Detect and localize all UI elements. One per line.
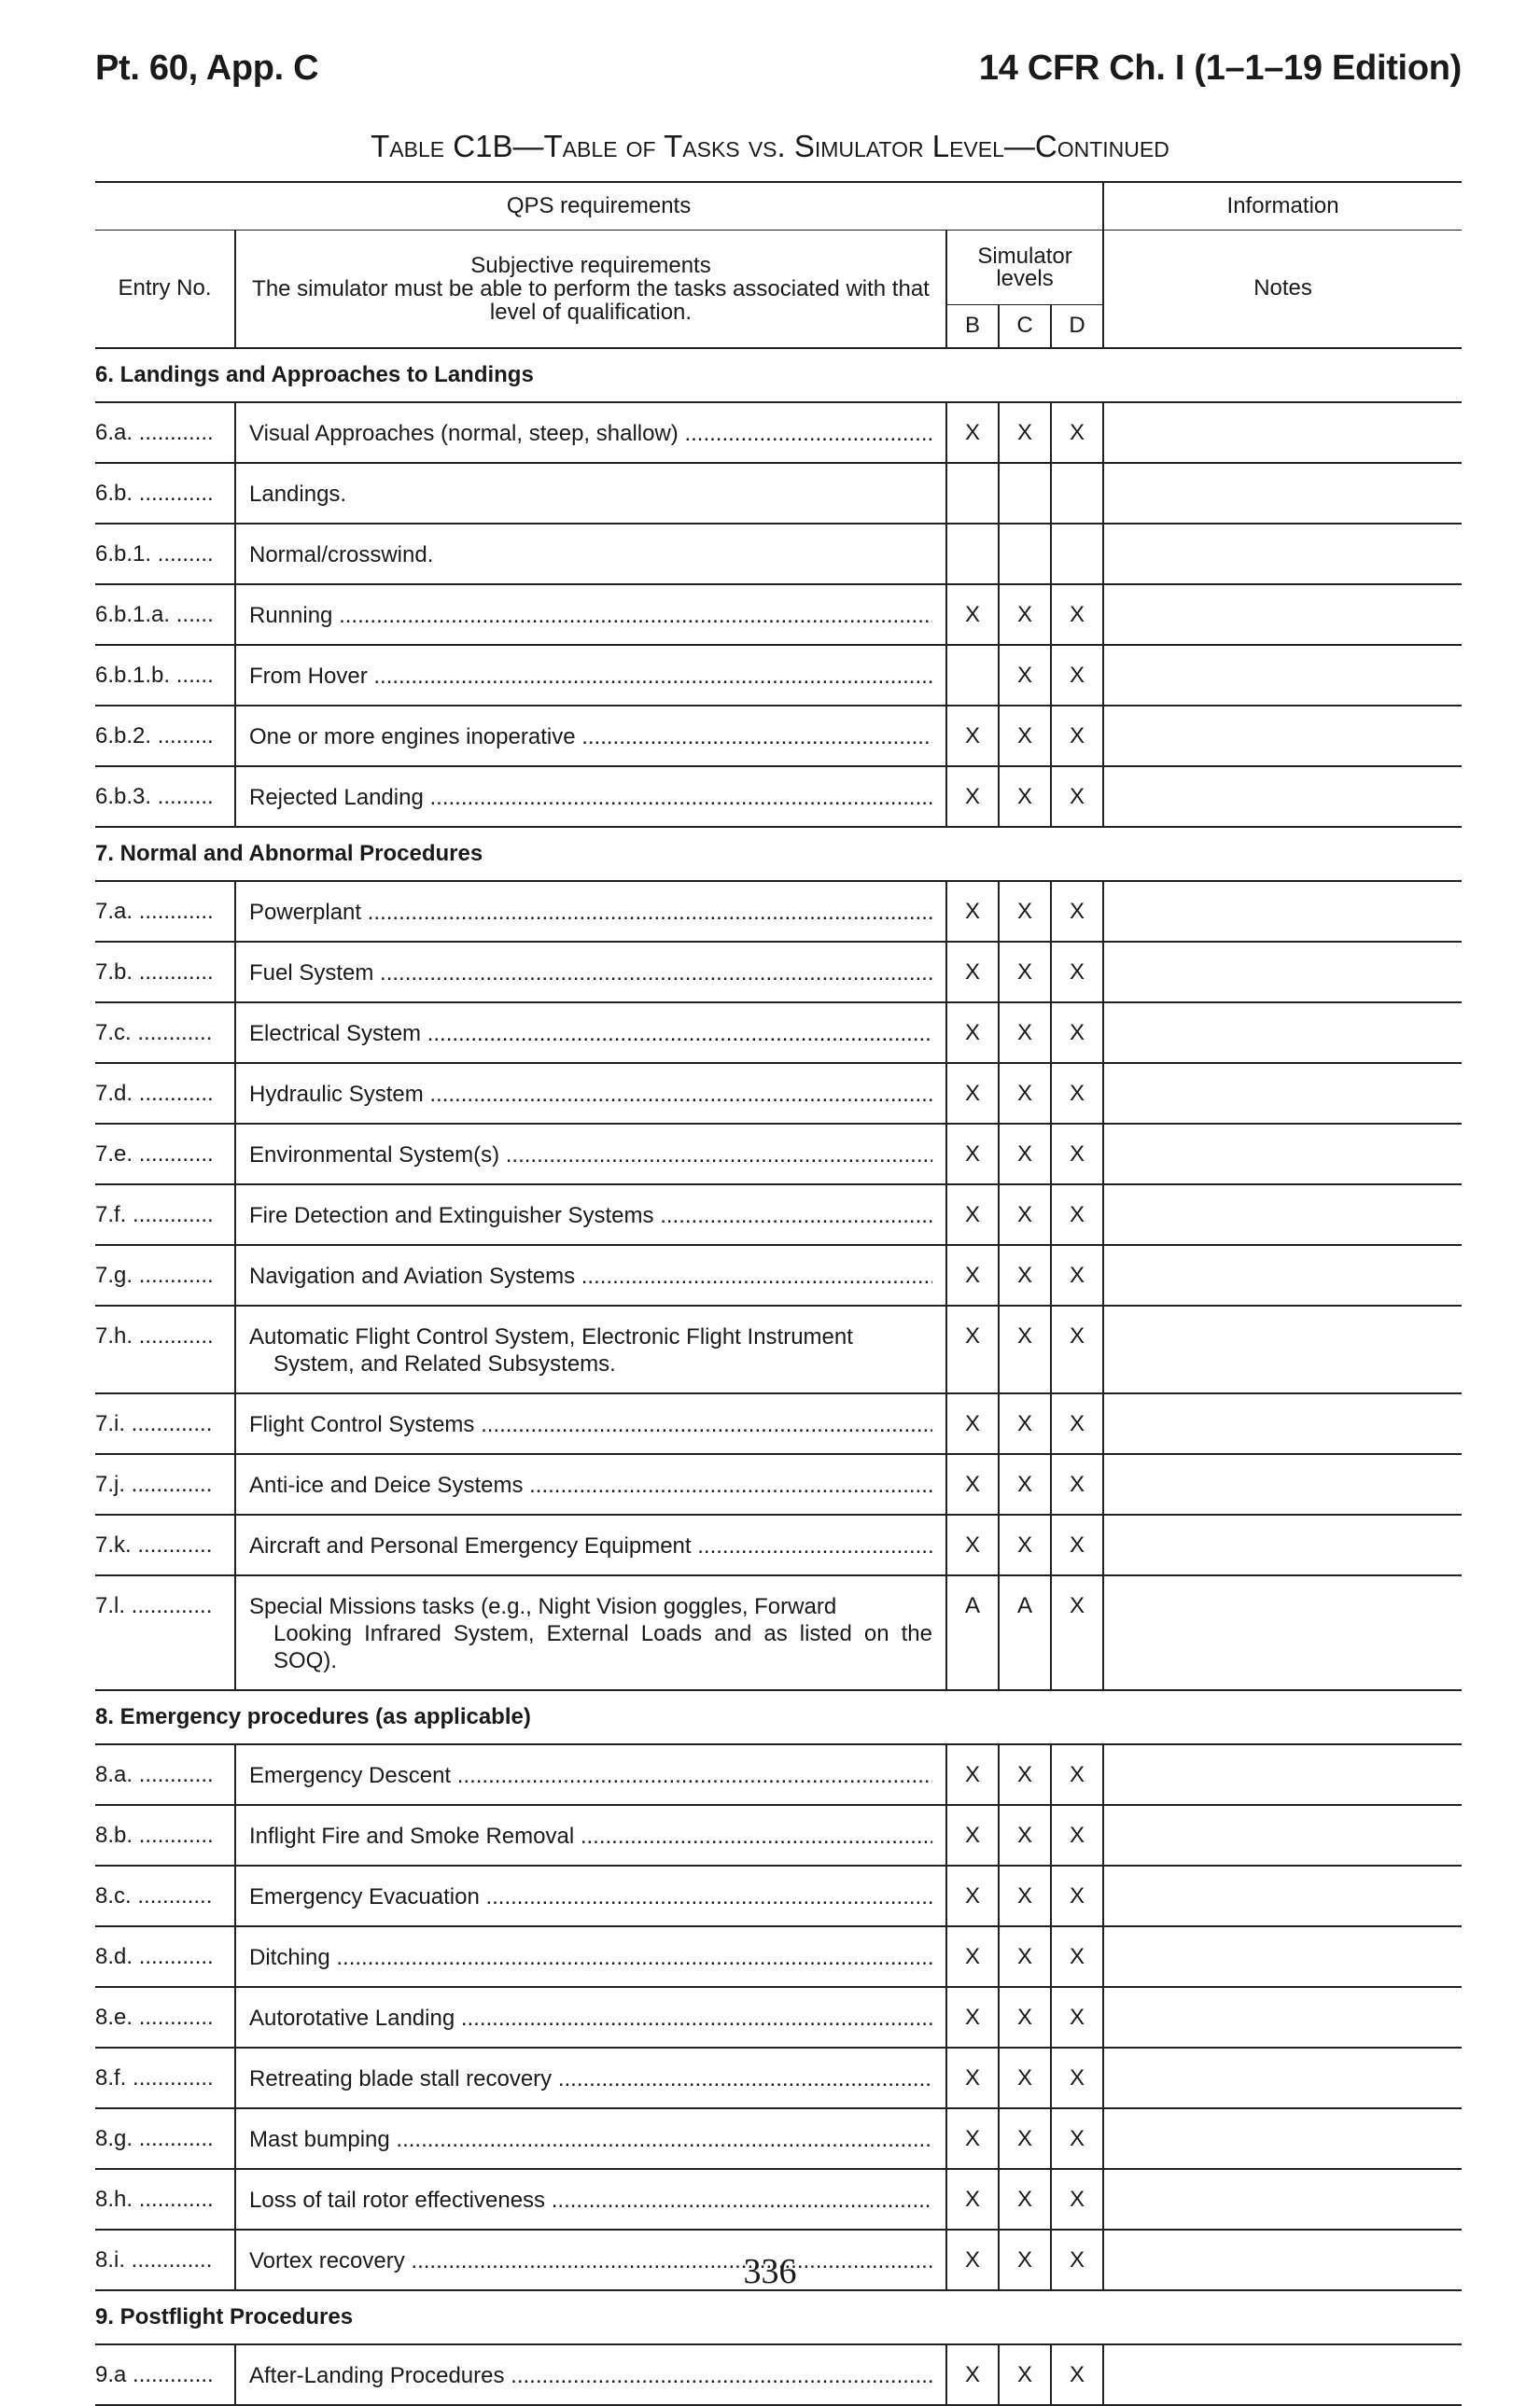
level-c-mark: X <box>999 1987 1051 2048</box>
table-body <box>95 348 1462 2405</box>
task-description <box>235 1744 946 1805</box>
task-description-text: Ditching ..... <box>249 1944 932 1971</box>
notes-cell <box>1103 1987 1462 2048</box>
level-c-mark <box>999 463 1051 524</box>
level-d-mark: X <box>1051 1306 1103 1393</box>
notes-cell <box>1103 1063 1462 1124</box>
subjective-requirements-title: Subjective requirements <box>470 252 711 278</box>
level-d-mark: X <box>1051 2230 1103 2290</box>
task-description-text: Navigation and Aviation Systems ..... <box>249 1263 932 1290</box>
entry-number: 7.g. ............ <box>95 1245 235 1306</box>
section-row <box>95 1690 1462 1744</box>
entry-number: 6.b.1. ......... <box>95 524 235 584</box>
level-c-header: C <box>999 305 1051 348</box>
task-description-text: Fire Detection and Extinguisher Systems ..... <box>249 1202 932 1229</box>
level-d-mark: X <box>1051 1515 1103 1575</box>
level-b-mark: X <box>946 2169 999 2230</box>
level-c-mark: X <box>999 645 1051 706</box>
entry-number: 6.b.1.b. ...... <box>95 645 235 706</box>
entry-number: 8.d. ............ <box>95 1926 235 1987</box>
level-b-mark: X <box>946 1245 999 1306</box>
entry-no-header: Entry No. <box>95 231 235 348</box>
task-description-text: Inflight Fire and Smoke Removal ..... <box>249 1823 932 1850</box>
entry-number: 7.i. ............. <box>95 1393 235 1454</box>
task-description-text: Emergency Descent ..... <box>249 1762 932 1789</box>
section-row <box>95 2290 1462 2344</box>
entry-number: 7.j. ............. <box>95 1454 235 1515</box>
task-description-line: Special Missions tasks (e.g., Night Vision goggles, Forward <box>249 1593 837 1619</box>
task-description <box>235 766 946 827</box>
task-description <box>235 1245 946 1306</box>
task-description-text: Mast bumping ..... <box>249 2126 932 2153</box>
notes-cell <box>1103 766 1462 827</box>
task-description <box>235 1575 946 1690</box>
task-description <box>235 1124 946 1184</box>
level-d-mark: X <box>1051 1866 1103 1926</box>
task-description-text: Running ..... <box>249 602 932 629</box>
level-b-mark: X <box>946 1515 999 1575</box>
table-row <box>95 1987 1462 2048</box>
level-b-mark: X <box>946 1454 999 1515</box>
table-row <box>95 1002 1462 1063</box>
level-d-mark: X <box>1051 1454 1103 1515</box>
level-c-mark: X <box>999 1744 1051 1805</box>
level-d-mark: X <box>1051 1805 1103 1866</box>
table-row <box>95 524 1462 584</box>
task-description <box>235 881 946 942</box>
level-c-mark: X <box>999 766 1051 827</box>
level-b-mark: X <box>946 1306 999 1393</box>
level-c-mark: X <box>999 1184 1051 1245</box>
level-d-mark: X <box>1051 942 1103 1002</box>
entry-number: 8.h. ............ <box>95 2169 235 2230</box>
level-c-mark: X <box>999 2169 1051 2230</box>
task-description <box>235 1454 946 1515</box>
level-d-mark: X <box>1051 766 1103 827</box>
level-b-header: B <box>946 305 999 348</box>
level-d-mark: X <box>1051 1184 1103 1245</box>
level-d-mark: X <box>1051 584 1103 645</box>
table-row <box>95 881 1462 942</box>
table-row <box>95 402 1462 463</box>
section-title: 9. Postflight Procedures <box>95 2290 1462 2344</box>
level-b-mark: X <box>946 766 999 827</box>
task-description <box>235 2169 946 2230</box>
level-b-mark: X <box>946 2048 999 2108</box>
table-row <box>95 1926 1462 1987</box>
notes-cell <box>1103 2169 1462 2230</box>
table-title: Table C1B—Table of Tasks vs. Simulator Level—Continued <box>371 129 1169 163</box>
level-b-mark: X <box>946 1002 999 1063</box>
level-d-mark: X <box>1051 1124 1103 1184</box>
entry-number: 7.c. ............ <box>95 1002 235 1063</box>
task-description-text: From Hover ..... <box>249 663 932 690</box>
task-description <box>235 942 946 1002</box>
level-c-mark: X <box>999 942 1051 1002</box>
task-description-line: Automatic Flight Control System, Electronic Flight Instrument <box>249 1323 853 1350</box>
task-description-text: Hydraulic System ..... <box>249 1081 932 1108</box>
task-description-text: Aircraft and Personal Emergency Equipment ..... <box>249 1532 932 1560</box>
tasks-table <box>95 181 1462 2406</box>
entry-number: 7.b. ............ <box>95 942 235 1002</box>
task-description <box>235 584 946 645</box>
level-b-mark: X <box>946 942 999 1002</box>
notes-header: Notes <box>1103 231 1462 348</box>
subjective-requirements-note: The simulator must be able to perform the tasks associated with that level of qualification. <box>252 275 930 325</box>
subjective-requirements-header <box>235 231 946 348</box>
task-description-text: Electrical System ..... <box>249 1020 932 1047</box>
entry-number: 7.h. ............ <box>95 1306 235 1393</box>
task-description-text: Anti-ice and Deice Systems ..... <box>249 1472 932 1499</box>
task-description <box>235 524 946 584</box>
level-b-mark: X <box>946 584 999 645</box>
level-b-mark: A <box>946 1575 999 1690</box>
section-row <box>95 348 1462 402</box>
task-description-text: Normal/crosswind. <box>249 541 434 567</box>
level-d-mark: X <box>1051 1744 1103 1805</box>
task-description <box>235 1926 946 1987</box>
level-d-mark: X <box>1051 2169 1103 2230</box>
task-description-text: Powerplant ..... <box>249 899 932 926</box>
section-title: 6. Landings and Approaches to Landings <box>95 348 1462 402</box>
entry-number: 8.b. ............ <box>95 1805 235 1866</box>
notes-cell <box>1103 1184 1462 1245</box>
level-b-mark: X <box>946 1744 999 1805</box>
entry-number: 6.b. ............ <box>95 463 235 524</box>
task-description-text: Autorotative Landing ..... <box>249 2005 932 2032</box>
task-description <box>235 402 946 463</box>
entry-number: 7.f. ............. <box>95 1184 235 1245</box>
level-c-mark: X <box>999 1306 1051 1393</box>
task-description-text: Emergency Evacuation ..... <box>249 1883 932 1910</box>
task-description <box>235 1805 946 1866</box>
notes-cell <box>1103 1744 1462 1805</box>
level-d-mark: X <box>1051 1575 1103 1690</box>
notes-cell <box>1103 1245 1462 1306</box>
entry-number: 6.b.3. ......... <box>95 766 235 827</box>
task-description-text: Visual Approaches (normal, steep, shallow) ..... <box>249 420 932 447</box>
level-d-mark: X <box>1051 1002 1103 1063</box>
task-description-text: Landings. <box>249 481 347 507</box>
notes-cell <box>1103 645 1462 706</box>
level-c-mark: X <box>999 1002 1051 1063</box>
entry-number: 7.a. ............ <box>95 881 235 942</box>
notes-cell <box>1103 463 1462 524</box>
table-row <box>95 766 1462 827</box>
level-d-mark <box>1051 463 1103 524</box>
notes-cell <box>1103 1306 1462 1393</box>
task-description <box>235 1866 946 1926</box>
simulator-levels-header: Simulator levels <box>946 231 1103 305</box>
table-row <box>95 1063 1462 1124</box>
level-b-mark <box>946 645 999 706</box>
task-description-text: Loss of tail rotor effectiveness ..... <box>249 2187 932 2214</box>
level-d-mark: X <box>1051 402 1103 463</box>
notes-cell <box>1103 584 1462 645</box>
table-row <box>95 1805 1462 1866</box>
entry-number: 7.l. ............. <box>95 1575 235 1690</box>
entry-number: 8.e. ............ <box>95 1987 235 2048</box>
table-header <box>95 182 1462 348</box>
level-c-mark: X <box>999 1393 1051 1454</box>
entry-number: 6.a. ............ <box>95 402 235 463</box>
level-c-mark: X <box>999 1866 1051 1926</box>
level-c-mark: X <box>999 2230 1051 2290</box>
notes-cell <box>1103 1002 1462 1063</box>
level-d-mark: X <box>1051 881 1103 942</box>
task-description-text: One or more engines inoperative ..... <box>249 723 932 750</box>
level-b-mark: X <box>946 1866 999 1926</box>
section-row <box>95 827 1462 881</box>
table-row <box>95 1744 1462 1805</box>
task-description <box>235 645 946 706</box>
level-b-mark <box>946 463 999 524</box>
level-c-mark: X <box>999 1124 1051 1184</box>
level-c-mark <box>999 524 1051 584</box>
page-number: 336 <box>743 2252 797 2291</box>
level-b-mark: X <box>946 706 999 766</box>
task-description <box>235 706 946 766</box>
task-description <box>235 2108 946 2169</box>
entry-number: 7.k. ............ <box>95 1515 235 1575</box>
level-d-mark: X <box>1051 2108 1103 2169</box>
level-c-mark: X <box>999 584 1051 645</box>
entry-number: 6.b.1.a. ...... <box>95 584 235 645</box>
task-description-text: Retreating blade stall recovery ..... <box>249 2065 932 2092</box>
task-description <box>235 1306 946 1393</box>
entry-number: 6.b.2. ......... <box>95 706 235 766</box>
entry-number: 8.g. ............ <box>95 2108 235 2169</box>
level-d-mark: X <box>1051 645 1103 706</box>
level-c-mark: X <box>999 881 1051 942</box>
table-row <box>95 1575 1462 1690</box>
level-c-mark: X <box>999 1515 1051 1575</box>
table-row <box>95 463 1462 524</box>
table-row <box>95 584 1462 645</box>
level-b-mark: X <box>946 1987 999 2048</box>
level-b-mark: X <box>946 1063 999 1124</box>
notes-cell <box>1103 1866 1462 1926</box>
section-title: 8. Emergency procedures (as applicable) <box>95 1690 1462 1744</box>
level-b-mark: X <box>946 2344 999 2405</box>
task-description <box>235 2048 946 2108</box>
level-d-mark: X <box>1051 706 1103 766</box>
level-d-mark: X <box>1051 1245 1103 1306</box>
task-description <box>235 1515 946 1575</box>
entry-number: 8.a. ............ <box>95 1744 235 1805</box>
table-row <box>95 2344 1462 2405</box>
task-description-text: After-Landing Procedures ..... <box>249 2362 932 2389</box>
notes-cell <box>1103 942 1462 1002</box>
level-b-mark: X <box>946 1805 999 1866</box>
level-b-mark: X <box>946 402 999 463</box>
level-d-header: D <box>1051 305 1103 348</box>
task-description <box>235 1002 946 1063</box>
entry-number: 7.e. ............ <box>95 1124 235 1184</box>
notes-cell <box>1103 402 1462 463</box>
table-row <box>95 1866 1462 1926</box>
level-c-mark: X <box>999 1926 1051 1987</box>
information-header: Information <box>1103 182 1462 231</box>
notes-cell <box>1103 706 1462 766</box>
level-c-mark: X <box>999 706 1051 766</box>
level-b-mark: X <box>946 1926 999 1987</box>
table-row <box>95 1306 1462 1393</box>
entry-number: 8.i. ............. <box>95 2230 235 2290</box>
level-c-mark: X <box>999 402 1051 463</box>
notes-cell <box>1103 1124 1462 1184</box>
task-description-text: Fuel System ..... <box>249 959 932 986</box>
level-d-mark: X <box>1051 1063 1103 1124</box>
level-b-mark <box>946 524 999 584</box>
task-description-text: Vortex recovery ..... <box>249 2247 932 2274</box>
notes-cell <box>1103 2344 1462 2405</box>
level-b-mark: X <box>946 881 999 942</box>
notes-cell <box>1103 1454 1462 1515</box>
level-c-mark: X <box>999 1805 1051 1866</box>
table-row <box>95 645 1462 706</box>
level-c-mark: X <box>999 1454 1051 1515</box>
table-row <box>95 2048 1462 2108</box>
level-d-mark <box>1051 524 1103 584</box>
level-d-mark: X <box>1051 1987 1103 2048</box>
task-description-text: Rejected Landing ..... <box>249 784 932 811</box>
level-b-mark: X <box>946 2230 999 2290</box>
table-row <box>95 2108 1462 2169</box>
notes-cell <box>1103 2108 1462 2169</box>
notes-cell <box>1103 1926 1462 1987</box>
entry-number: 7.d. ............ <box>95 1063 235 1124</box>
level-b-mark: X <box>946 2108 999 2169</box>
qps-requirements-header: QPS requirements <box>95 182 1103 231</box>
level-c-mark: A <box>999 1575 1051 1690</box>
task-description-continuation: Looking Infrared System, External Loads and as listed on the SOQ). <box>273 1620 932 1673</box>
level-b-mark: X <box>946 1124 999 1184</box>
table-row <box>95 1454 1462 1515</box>
entry-number: 8.c. ............ <box>95 1866 235 1926</box>
running-header-left: Pt. 60, App. C <box>95 49 319 88</box>
notes-cell <box>1103 1575 1462 1690</box>
task-description <box>235 1987 946 2048</box>
level-c-mark: X <box>999 1245 1051 1306</box>
notes-cell <box>1103 2048 1462 2108</box>
table-row <box>95 1393 1462 1454</box>
task-description-continuation: System, and Related Subsystems. <box>273 1350 616 1377</box>
entry-number: 8.f. ............. <box>95 2048 235 2108</box>
level-c-mark: X <box>999 2108 1051 2169</box>
notes-cell <box>1103 1805 1462 1866</box>
level-d-mark: X <box>1051 1926 1103 1987</box>
level-b-mark: X <box>946 1393 999 1454</box>
task-description <box>235 463 946 524</box>
notes-cell <box>1103 881 1462 942</box>
task-description-text: Flight Control Systems ..... <box>249 1411 932 1438</box>
level-c-mark: X <box>999 1063 1051 1124</box>
table-row <box>95 942 1462 1002</box>
table-row <box>95 706 1462 766</box>
task-description <box>235 1184 946 1245</box>
level-d-mark: X <box>1051 1393 1103 1454</box>
table-row <box>95 1184 1462 1245</box>
table-row <box>95 1515 1462 1575</box>
entry-number: 9.a ............. <box>95 2344 235 2405</box>
task-description-text: Environmental System(s) ..... <box>249 1141 932 1168</box>
table-row <box>95 1245 1462 1306</box>
level-d-mark: X <box>1051 2048 1103 2108</box>
table-row <box>95 2169 1462 2230</box>
running-header-right: 14 CFR Ch. I (1–1–19 Edition) <box>978 49 1462 88</box>
level-c-mark: X <box>999 2344 1051 2405</box>
notes-cell <box>1103 524 1462 584</box>
section-title: 7. Normal and Abnormal Procedures <box>95 827 1462 881</box>
task-description <box>235 1393 946 1454</box>
level-d-mark: X <box>1051 2344 1103 2405</box>
task-description <box>235 1063 946 1124</box>
level-b-mark: X <box>946 1184 999 1245</box>
level-c-mark: X <box>999 2048 1051 2108</box>
task-description <box>235 2344 946 2405</box>
notes-cell <box>1103 1393 1462 1454</box>
table-row <box>95 1124 1462 1184</box>
notes-cell <box>1103 1515 1462 1575</box>
